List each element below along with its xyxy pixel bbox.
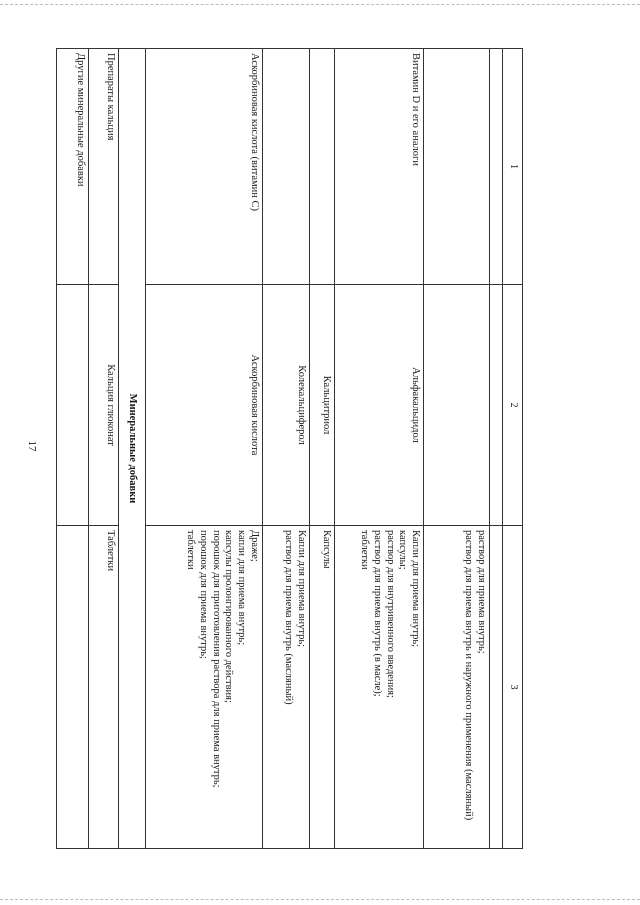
drug-table [56,48,523,849]
header-col-2: 2 [502,285,522,526]
form-line: порошок для приготовления раствора для приема внутрь; [210,530,222,788]
section-row [118,49,146,849]
cell-group: Витамин D и его аналоги [335,49,424,285]
cell-forms [262,526,309,849]
form-line: раствор для приема внутрь и наружного применения (масляный) [463,530,475,821]
spacer-row [490,49,503,849]
table-row [309,49,334,849]
cell-substance [57,285,89,526]
bottom-dashed-rule [0,899,640,900]
cell-group: Препараты кальция [88,49,118,285]
form-line: Капли для приема внутрь; [410,530,422,648]
cell-substance: Кальцитриол [309,285,334,526]
cell-group: Другие минеральные добавки [57,49,89,285]
form-line: таблетки [184,530,196,570]
cell-forms [57,526,89,849]
header-col-1: 1 [502,49,522,285]
form-line: порошок для приема внутрь; [197,530,209,659]
form-line: таблетки [359,530,371,570]
rotated-table-container [56,48,523,848]
cell-substance: Альфакальцидол [335,285,424,526]
table-row [88,49,118,849]
cell-forms [309,526,334,849]
form-line: Капли для приема внутрь; [295,530,307,648]
table-header-row [502,49,522,849]
cell-forms: Таблетки [88,526,118,849]
table-row [262,49,309,849]
cell-forms [424,526,490,849]
form-line: раствор для приема внутрь (масляный) [282,530,294,705]
cell-group [262,49,309,285]
table-row [57,49,89,849]
form-line: раствор для приема внутрь (в масле); [371,530,383,697]
cell-substance [424,285,490,526]
table-row [146,49,263,849]
form-line: раствор для внутривенного введения; [384,530,396,698]
cell-substance: Кальция глюконат [88,285,118,526]
cell-substance: Колекальциферол [262,285,309,526]
form-line: Драже; [248,530,260,562]
form-line: раствор для приема внутрь; [476,530,488,654]
table-row [335,49,424,849]
page-number: 17 [26,440,38,452]
form-line: капли для приема внутрь; [236,530,248,646]
cell-group: Аскорбиновая кислота (витамин С) [146,49,263,285]
section-heading: Минеральные добавки [118,49,146,849]
table-row [424,49,490,849]
cell-forms [335,526,424,849]
form-line: Капсулы [321,530,333,569]
cell-forms [146,526,263,849]
form-line: капсулы пролонгированного действия; [223,530,235,703]
cell-group [424,49,490,285]
header-col-3: 3 [502,526,522,849]
cell-group [309,49,334,285]
top-dashed-rule [0,4,640,5]
form-line: капсулы; [397,530,409,570]
cell-substance: Аскорбиновая кислота [146,285,263,526]
